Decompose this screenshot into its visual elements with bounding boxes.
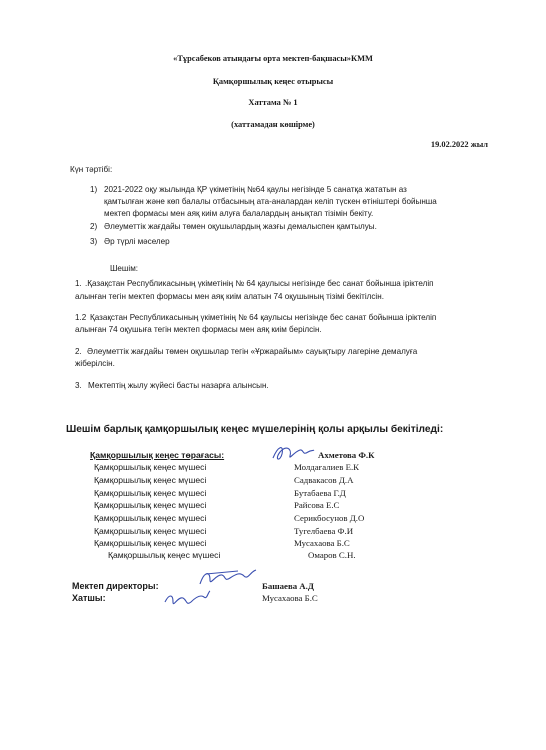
member-role-7: Қамқоршылық кеңес мүшесі	[94, 538, 207, 548]
decision-item-2-line-1: Қазақстан Республикасының үкіметінің № 64 қаулысы негізінде бес санат бойынша іріктеліп	[90, 313, 437, 322]
member-role-1: Қамқоршылық кеңес мүшесі	[94, 462, 207, 472]
council-title: Қамқоршылық кеңес отырысы	[212, 77, 334, 86]
member-role-4: Қамқоршылық кеңес мүшесі	[94, 500, 207, 510]
member-name-7: Мусахаова Б.С	[294, 538, 350, 548]
member-role-5: Қамқоршылық кеңес мүшесі	[94, 513, 207, 523]
chair-role: Қамқоршылық кеңес төрағасы:	[90, 450, 225, 460]
director-name: Башаева А.Д	[262, 581, 314, 591]
agenda-item-1-line-3: мектеп формасы мен аяқ киім алуға балалардың анықтап тізімін бекіту.	[104, 209, 374, 218]
approval-statement: Шешім барлық қамқоршылық кеңес мүшелерінің қолы арқылы бекітіледі:	[66, 424, 444, 435]
agenda-item-3-number: 3)	[90, 237, 98, 246]
member-name-1: Молдағалиев Е.К	[294, 462, 360, 472]
member-name-5: Серикбосунов Д.О	[294, 513, 365, 523]
decision-item-1-line-2: алынған тегін мектеп формасы мен аяқ киім алатын 74 оқушының тізімі бекітілсін.	[75, 292, 384, 301]
agenda-item-2-line-1: Әлеуметтік жағдайы төмен оқушылардың жазғы демалыспен қамтылуы.	[104, 222, 377, 231]
member-name-4: Райсова Е.С	[294, 500, 340, 510]
member-role-3: Қамқоршылық кеңес мүшесі	[94, 488, 207, 498]
decision-title: Шешім:	[110, 264, 139, 273]
member-role-6: Қамқоршылық кеңес мүшесі	[94, 526, 207, 536]
agenda-item-1-line-2: қамтылған және көп балалы отбасының ата-аналардан келіп түскен өтініштері бойынша	[104, 197, 437, 206]
agenda-item-2-number: 2)	[90, 222, 98, 231]
secretary-name: Мусахаова Б.С	[262, 593, 318, 603]
decision-item-2-number: 1.2	[75, 313, 87, 322]
document-date: 19.02.2022 жыл	[430, 140, 488, 149]
secretary-signature-image	[162, 588, 212, 610]
decision-item-3-number: 2.	[75, 347, 82, 356]
chair-name: Ахметова Ф.К	[318, 450, 375, 460]
agenda-item-3-line-1: Әр түрлі мәселер	[104, 237, 170, 246]
agenda-item-1-line-1: 2021-2022 оқу жылында ҚР үкіметінің №64 қаулы негізінде 5 санатқа жататын аз	[104, 185, 407, 194]
decision-item-3-line-2: жіберілсін.	[75, 359, 115, 368]
decision-item-4-line-1: Мектептің жылу жүйесі басты назарға алынсын.	[88, 381, 269, 390]
chair-signature-image	[270, 442, 316, 464]
protocol-number: Хаттама № 1	[248, 98, 298, 107]
member-name-8: Омаров С.Н.	[308, 550, 356, 560]
decision-item-1-number: 1.	[75, 279, 82, 288]
decision-item-4-number: 3.	[75, 381, 82, 390]
extract-note: (хаттамадан көшірме)	[231, 120, 315, 129]
director-label: Мектеп директоры:	[72, 581, 159, 591]
member-role-8: Қамқоршылық кеңес мүшесі	[108, 550, 221, 560]
decision-item-3-line-1: Әлеуметтік жағдайы төмен оқушылар тегін «Ұржарайым» сауықтыру лагеріне демалуға	[87, 347, 418, 356]
secretary-label: Хатшы:	[72, 593, 106, 603]
member-name-3: Бутабаева Г.Д	[294, 488, 346, 498]
director-signature-image	[196, 566, 258, 588]
agenda-item-1-number: 1)	[90, 185, 98, 194]
decision-item-1-line-1: .Қазақстан Республикасының үкіметінің № 64 қаулысы негізінде бес санат бойынша іріктеліп	[85, 279, 434, 288]
organization-name: «Тұрсабеков атындағы орта мектеп-бақшасы»КММ	[173, 54, 373, 63]
agenda-title: Күн тәртібі:	[70, 165, 113, 174]
member-name-6: Тугелбаева Ф.И	[294, 526, 354, 536]
member-name-2: Садвакасов Д.А	[294, 475, 354, 485]
member-role-2: Қамқоршылық кеңес мүшесі	[94, 475, 207, 485]
decision-item-2-line-2: алынған 74 оқушыға тегін мектеп формасы мен аяқ киім берілсін.	[75, 325, 322, 334]
